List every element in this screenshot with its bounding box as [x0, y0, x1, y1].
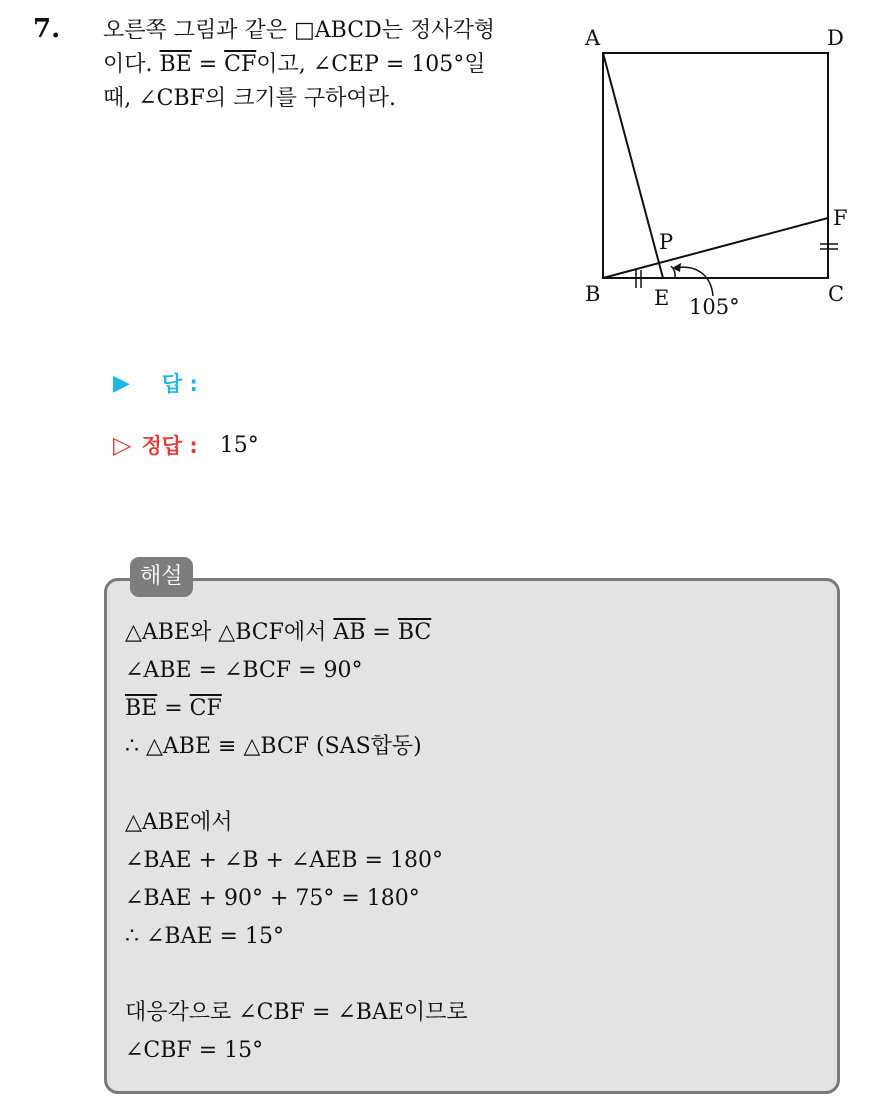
- label-angle: 105°: [689, 295, 740, 318]
- question-line-2-post: 이고, ∠CEP = 105°일: [256, 52, 486, 77]
- label-b: B: [585, 282, 601, 306]
- segment-bf: [603, 218, 828, 278]
- solution-line-1: [125, 614, 468, 652]
- question-line-2-pre: 이다.: [103, 52, 160, 77]
- solution-line-2: ∠ABE = ∠BCF = 90°: [125, 658, 363, 683]
- segment-cf: $\overline{CF}$: [189, 696, 222, 721]
- solution-line-8: ∴ ∠BAE = 15°: [125, 924, 284, 949]
- square-abcd: [603, 53, 828, 278]
- label-c: C: [828, 282, 845, 306]
- question-line-1: 오른쪽 그림과 같은 □ABCD는 정사각형: [103, 18, 495, 43]
- angle-pointer: [675, 267, 713, 296]
- segment-cf: $\overline{CF}$: [224, 52, 257, 77]
- segment-be: $\overline{BE}$: [159, 52, 192, 77]
- solution-line-9: 대응각으로 ∠CBF = ∠BAE이므로: [125, 1000, 468, 1025]
- segment-bc: $\overline{BC}$: [397, 620, 432, 645]
- square-figure: [575, 18, 865, 318]
- solution-line-3: [125, 690, 468, 728]
- solution-spacer: [125, 956, 468, 994]
- play-icon: ▶: [113, 370, 130, 396]
- question-number: 7.: [33, 14, 61, 44]
- equals-sign: =: [191, 52, 225, 77]
- solution-line-4: ∴ △ABE ≡ △BCF (SAS합동): [125, 734, 422, 759]
- solution-text: [125, 614, 468, 1070]
- solution-line-5: △ABE에서: [125, 810, 233, 835]
- answer-row: [113, 368, 198, 398]
- question-line-2: [103, 48, 563, 82]
- arrow-head: [672, 263, 681, 272]
- equals-sign: =: [157, 696, 190, 721]
- solution-line-7: ∠BAE + 90° + 75° = 180°: [125, 886, 420, 911]
- segment-ae: [603, 53, 663, 278]
- label-e: E: [654, 286, 670, 310]
- solution-line-1-pre: △ABE와 △BCF에서: [125, 620, 334, 645]
- solution-tab: 해설: [130, 557, 193, 597]
- equals-sign: =: [365, 620, 398, 645]
- correct-answer-row: [113, 430, 259, 460]
- segment-ab: $\overline{AB}$: [333, 620, 366, 645]
- label-d: D: [827, 26, 844, 50]
- label-a: A: [585, 26, 601, 50]
- question-line-3: 때, ∠CBF의 크기를 구하여라.: [103, 86, 396, 111]
- correct-answer-label: 정답 :: [141, 434, 198, 458]
- solution-line-6: ∠BAE + ∠B + ∠AEB = 180°: [125, 848, 443, 873]
- segment-be: $\overline{BE}$: [125, 696, 158, 721]
- label-f: F: [833, 206, 848, 230]
- answer-label: 답 :: [161, 372, 198, 396]
- correct-answer-value: 15°: [219, 432, 259, 458]
- question-text: [103, 14, 563, 116]
- outline-play-icon: ▷: [113, 431, 132, 459]
- label-p: P: [659, 230, 674, 254]
- solution-spacer: [125, 766, 468, 804]
- solution-line-10: ∠CBF = 15°: [125, 1038, 264, 1063]
